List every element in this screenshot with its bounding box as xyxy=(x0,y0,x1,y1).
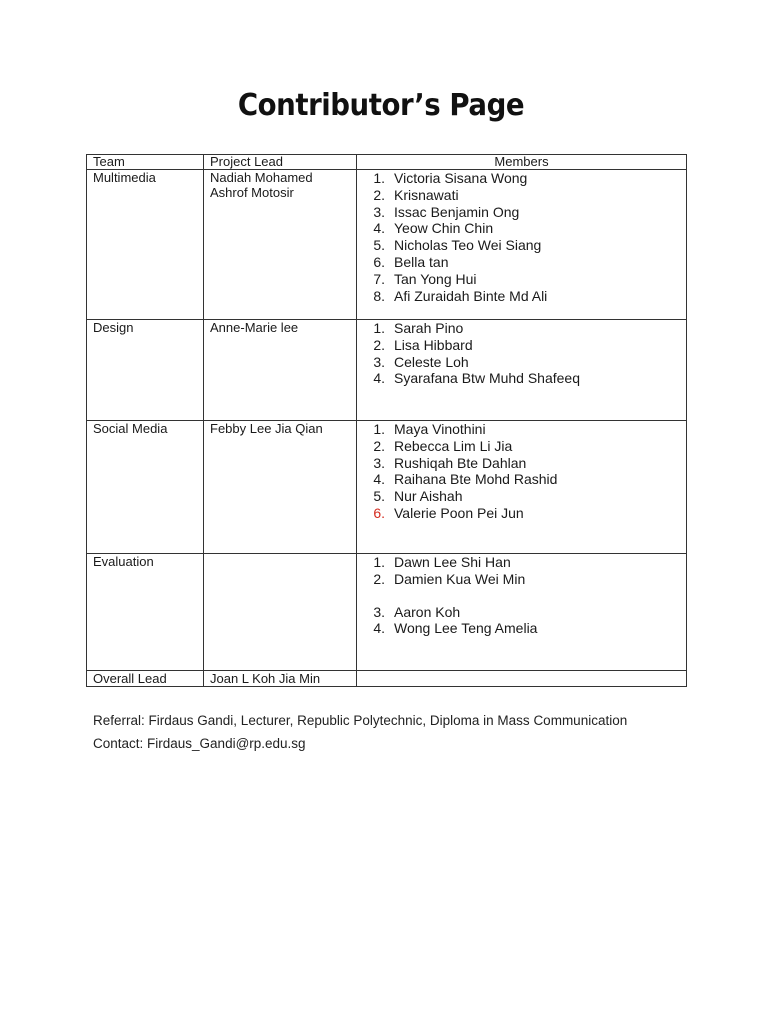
lead-name-line: Nadiah Mohamed xyxy=(210,170,313,185)
list-number: 2. xyxy=(373,437,385,454)
list-number: 1. xyxy=(373,421,385,437)
member-name: Wong Lee Teng Amelia xyxy=(394,620,538,637)
list-item xyxy=(363,455,686,472)
contact-text: Contact: Firdaus_Gandi@rp.edu.sg xyxy=(93,736,306,751)
list-item xyxy=(363,604,686,621)
list-item xyxy=(363,370,686,387)
table-header-row xyxy=(87,155,687,170)
member-name: Bella tan xyxy=(394,253,449,270)
members-list xyxy=(363,320,686,387)
members-cell xyxy=(357,320,687,421)
lead-name-line: Anne-Marie lee xyxy=(210,320,299,335)
list-item xyxy=(363,354,686,371)
team-cell: Social Media xyxy=(87,421,204,554)
list-item xyxy=(363,187,686,204)
lead-name-line: Ashrof Motosir xyxy=(210,185,294,200)
team-cell: Design xyxy=(87,320,204,421)
list-number: 2. xyxy=(373,336,385,353)
list-item xyxy=(363,471,686,488)
list-number: 8. xyxy=(373,287,385,304)
list-number: 3. xyxy=(373,353,385,370)
members-list xyxy=(363,421,686,522)
list-number: 4. xyxy=(373,620,385,637)
lead-cell xyxy=(204,170,357,320)
list-item xyxy=(363,220,686,237)
team-cell: Evaluation xyxy=(87,554,204,671)
lead-name-line: Febby Lee Jia Qian xyxy=(210,421,323,436)
list-item xyxy=(363,254,686,271)
member-name: Nur Aishah xyxy=(394,488,463,505)
list-number: 2. xyxy=(373,186,385,203)
list-number: 3. xyxy=(373,454,385,471)
member-name: Valerie Poon Pei Jun xyxy=(394,504,524,521)
members-list xyxy=(363,554,686,637)
list-number: 6. xyxy=(373,504,385,521)
list-number: 2. xyxy=(373,570,385,587)
page-title: Contributor’s Page xyxy=(237,88,525,123)
list-number: 4. xyxy=(373,471,385,488)
lead-cell xyxy=(204,320,357,421)
member-name: Afi Zuraidah Binte Md Ali xyxy=(394,287,548,304)
list-item xyxy=(363,204,686,221)
table-row xyxy=(87,671,687,687)
lead-cell xyxy=(204,554,357,671)
members-list xyxy=(363,170,686,304)
team-cell: Overall Lead xyxy=(87,671,204,687)
list-item xyxy=(363,505,686,522)
member-name: Sarah Pino xyxy=(394,320,464,336)
list-number: 6. xyxy=(373,253,385,270)
contributors-table xyxy=(86,154,687,687)
members-cell xyxy=(357,671,687,687)
lead-cell xyxy=(204,671,357,687)
header-members: Members xyxy=(357,155,687,170)
members-cell xyxy=(357,421,687,554)
list-number: 3. xyxy=(373,203,385,220)
list-item xyxy=(363,170,686,187)
lead-name-line: Joan L Koh Jia Min xyxy=(210,671,321,686)
list-number: 3. xyxy=(373,603,385,620)
members-cell xyxy=(357,170,687,320)
list-number: 1. xyxy=(373,554,385,570)
team-cell: Multimedia xyxy=(87,170,204,320)
member-name: Damien Kua Wei Min xyxy=(394,570,526,587)
list-item xyxy=(363,554,686,571)
member-name: Tan Yong Hui xyxy=(394,270,477,287)
members-cell xyxy=(357,554,687,671)
member-name: Yeow Chin Chin xyxy=(394,220,494,237)
member-name: Syarafana Btw Muhd Shafeeq xyxy=(394,370,581,387)
table-row xyxy=(87,421,687,554)
list-item xyxy=(363,271,686,288)
member-name: Rushiqah Bte Dahlan xyxy=(394,454,527,471)
table-row xyxy=(87,554,687,671)
list-number: 5. xyxy=(373,488,385,505)
member-name: Dawn Lee Shi Han xyxy=(394,554,511,570)
member-name: Aaron Koh xyxy=(394,603,461,620)
header-team: Team xyxy=(87,155,204,170)
member-name: Celeste Loh xyxy=(394,353,469,370)
list-item xyxy=(363,320,686,337)
list-item xyxy=(363,237,686,254)
referral-text: Referral: Firdaus Gandi, Lecturer, Republic Polytechnic, Diploma in Mass Communication xyxy=(93,713,628,728)
header-project-lead: Project Lead xyxy=(204,155,357,170)
member-name: Rebecca Lim Li Jia xyxy=(394,437,513,454)
list-item xyxy=(363,421,686,438)
member-name: Lisa Hibbard xyxy=(394,336,473,353)
table-row xyxy=(87,320,687,421)
list-number: 4. xyxy=(373,220,385,237)
member-name: Raihana Bte Mohd Rashid xyxy=(394,471,558,488)
list-number: 5. xyxy=(373,237,385,254)
member-name: Nicholas Teo Wei Siang xyxy=(394,237,542,254)
member-name: Issac Benjamin Ong xyxy=(394,203,520,220)
member-name: Maya Vinothini xyxy=(394,421,486,437)
list-item xyxy=(363,620,686,637)
list-number: 7. xyxy=(373,270,385,287)
list-item xyxy=(363,488,686,505)
member-name: Krisnawati xyxy=(394,186,459,203)
list-number: 1. xyxy=(373,320,385,336)
list-item xyxy=(363,438,686,455)
list-number: 4. xyxy=(373,370,385,387)
member-name: Victoria Sisana Wong xyxy=(394,170,528,186)
list-item xyxy=(363,337,686,354)
list-item xyxy=(363,288,686,305)
lead-cell xyxy=(204,421,357,554)
list-spacer xyxy=(363,588,686,604)
list-number: 1. xyxy=(373,170,385,186)
list-item xyxy=(363,571,686,588)
table-row xyxy=(87,170,687,320)
